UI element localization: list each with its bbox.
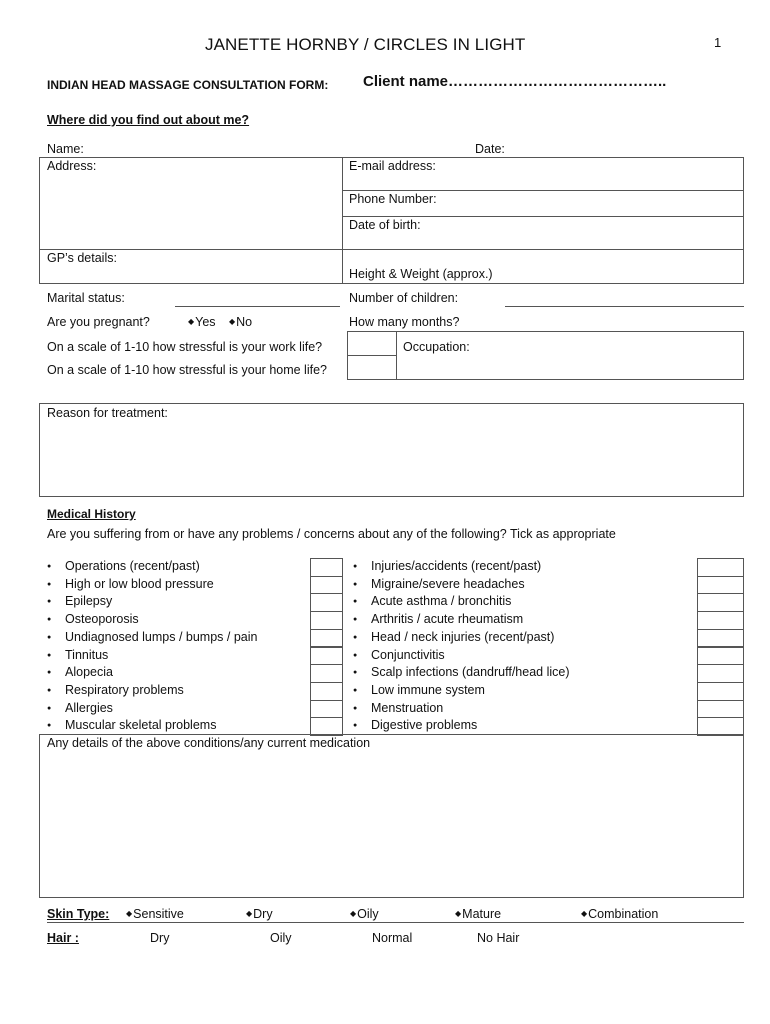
phone-label[interactable]: Phone Number: (349, 192, 437, 206)
diamond-bullet-icon: ◆ (246, 909, 253, 918)
medical-history-heading: Medical History (47, 507, 136, 521)
skin-type-label: Skin Type: (47, 907, 110, 921)
bullet-icon: ● (47, 669, 52, 677)
form-heading: INDIAN HEAD MASSAGE CONSULTATION FORM: (47, 78, 329, 92)
bullet-icon: ● (47, 704, 52, 712)
diamond-bullet-icon: ◆ (229, 317, 236, 326)
condition-tick-box[interactable] (697, 611, 744, 630)
condition-tick-box[interactable] (697, 593, 744, 612)
hair-option-normal[interactable]: Normal (372, 931, 413, 945)
bullet-icon: ● (353, 686, 358, 694)
months-label: How many months? (349, 315, 460, 329)
condition-label: Allergies (65, 700, 113, 715)
skin-option-dry[interactable]: ◆Dry (246, 907, 273, 921)
bullet-icon: ● (47, 563, 52, 570)
condition-label: Acute asthma / bronchitis (371, 594, 512, 609)
skin-option-sensitive[interactable]: ◆Sensitive (126, 907, 184, 921)
condition-tick-box[interactable] (697, 700, 744, 719)
condition-tick-box[interactable] (310, 664, 343, 683)
home-stress-input[interactable] (350, 359, 394, 377)
condition-label: High or low blood pressure (65, 576, 214, 591)
condition-tick-box[interactable] (697, 647, 744, 666)
bullet-icon: ● (353, 651, 358, 659)
bullet-icon: ● (353, 633, 358, 641)
condition-item-right (353, 648, 445, 662)
condition-tick-box[interactable] (310, 576, 343, 595)
condition-item-right (353, 612, 523, 626)
condition-tick-box[interactable] (310, 593, 343, 612)
name-label: Name: (47, 142, 84, 156)
details-box[interactable] (39, 734, 744, 898)
condition-label: Digestive problems (371, 718, 478, 733)
address-label[interactable]: Address: (47, 159, 97, 173)
bullet-icon: ● (353, 563, 358, 570)
medical-question: Are you suffering from or have any problems / concerns about any of the following? Tick as appropriate (47, 527, 616, 541)
condition-label: Low immune system (371, 682, 485, 697)
condition-label: Osteoporosis (65, 612, 139, 627)
gp-label[interactable]: GP’s details: (47, 251, 117, 265)
condition-label: Operations (recent/past) (65, 559, 200, 573)
bullet-icon: ● (353, 704, 358, 712)
bullet-icon: ● (353, 669, 358, 677)
email-label[interactable]: E-mail address: (349, 159, 436, 173)
condition-item-right (353, 594, 511, 608)
condition-label: Alopecia (65, 665, 113, 680)
bullet-icon: ● (353, 722, 358, 730)
bullet-icon: ● (353, 616, 358, 624)
condition-tick-box[interactable] (310, 611, 343, 630)
marital-label: Marital status: (47, 291, 125, 305)
pregnant-label: Are you pregnant? (47, 315, 150, 329)
date-label: Date: (475, 142, 505, 156)
bullet-icon: ● (47, 722, 52, 730)
bullet-icon: ● (47, 616, 52, 624)
condition-label: Undiagnosed lumps / bumps / pain (65, 629, 258, 644)
hair-option-oily[interactable]: Oily (270, 931, 292, 945)
client-name-field[interactable]: Client name…………………………………….. (363, 73, 667, 90)
work-stress-input[interactable] (350, 336, 394, 353)
condition-tick-box[interactable] (310, 558, 343, 577)
bullet-icon: ● (353, 598, 358, 606)
hair-option-no-hair[interactable]: No Hair (477, 931, 520, 945)
condition-item-right (353, 665, 570, 679)
details-label: Any details of the above conditions/any current medication (47, 736, 371, 750)
condition-item-left (47, 630, 257, 644)
occupation-label[interactable]: Occupation: (403, 340, 470, 354)
condition-item-right (353, 577, 525, 591)
condition-label: Conjunctivitis (371, 647, 445, 662)
condition-item-right (353, 718, 477, 732)
condition-tick-box[interactable] (310, 682, 343, 701)
bullet-icon: ● (47, 580, 52, 588)
children-label: Number of children: (349, 291, 459, 305)
condition-tick-box[interactable] (697, 576, 744, 595)
hair-label: Hair : (47, 931, 79, 945)
diamond-bullet-icon: ◆ (126, 909, 133, 918)
marital-input-line[interactable] (175, 306, 340, 307)
condition-item-right (353, 701, 443, 715)
condition-label: Head / neck injuries (recent/past) (371, 629, 555, 644)
condition-label: Muscular skeletal problems (65, 718, 217, 733)
find-out-question: Where did you find out about me? (47, 113, 250, 127)
skin-option-combination[interactable]: ◆Combination (581, 907, 659, 921)
reason-label: Reason for treatment: (47, 406, 168, 420)
condition-item-right (353, 630, 554, 644)
skin-option-mature[interactable]: ◆Mature (455, 907, 502, 921)
condition-tick-box[interactable] (697, 682, 744, 701)
height-weight-label[interactable]: Height & Weight (approx.) (349, 267, 493, 281)
condition-tick-box[interactable] (697, 664, 744, 683)
condition-label: Epilepsy (65, 594, 113, 609)
condition-item-right (353, 559, 541, 573)
condition-tick-box[interactable] (697, 629, 744, 648)
condition-item-left (47, 665, 113, 679)
condition-label: Arthritis / acute rheumatism (371, 612, 524, 627)
bullet-icon: ● (47, 686, 52, 694)
condition-item-left (47, 559, 200, 573)
skin-option-oily[interactable]: ◆Oily (350, 907, 379, 921)
condition-item-left (47, 683, 184, 697)
bullet-icon: ● (353, 580, 358, 588)
bullet-icon: ● (47, 633, 52, 641)
condition-label: Tinnitus (65, 647, 109, 662)
diamond-bullet-icon: ◆ (581, 909, 588, 918)
diamond-bullet-icon: ◆ (188, 317, 195, 326)
condition-label: Respiratory problems (65, 682, 184, 697)
condition-item-left (47, 577, 214, 591)
condition-item-right (353, 683, 485, 697)
children-input-line[interactable] (505, 306, 744, 307)
diamond-bullet-icon: ◆ (350, 909, 357, 918)
stress-occupation-block (347, 331, 744, 380)
bullet-icon: ● (47, 651, 52, 659)
condition-item-left (47, 612, 139, 626)
condition-tick-box[interactable] (310, 700, 343, 719)
condition-label: Menstruation (371, 700, 444, 715)
condition-tick-box[interactable] (697, 558, 744, 577)
hair-option-dry[interactable]: Dry (150, 931, 170, 945)
home-stress-label: On a scale of 1-10 how stressful is your home life? (47, 363, 327, 377)
condition-item-left (47, 701, 113, 715)
condition-tick-box[interactable] (310, 629, 343, 648)
work-stress-label: On a scale of 1-10 how stressful is your work life? (47, 340, 323, 354)
dob-label[interactable]: Date of birth: (349, 218, 421, 232)
condition-label: Migraine/severe headaches (371, 576, 525, 591)
page-number: 1 (714, 35, 722, 50)
condition-item-left (47, 648, 108, 662)
condition-item-left (47, 718, 216, 732)
condition-item-left (47, 594, 112, 608)
bullet-icon: ● (47, 598, 52, 606)
page-title: JANETTE HORNBY / CIRCLES IN LIGHT (205, 35, 526, 54)
condition-label: Scalp infections (dandruff/head lice) (371, 665, 570, 680)
condition-tick-box[interactable] (310, 647, 343, 666)
condition-label: Injuries/accidents (recent/past) (371, 559, 542, 573)
diamond-bullet-icon: ◆ (455, 909, 462, 918)
pregnant-yes-option[interactable]: ◆Yes (188, 315, 216, 329)
pregnant-no-option[interactable]: ◆No (229, 315, 253, 329)
